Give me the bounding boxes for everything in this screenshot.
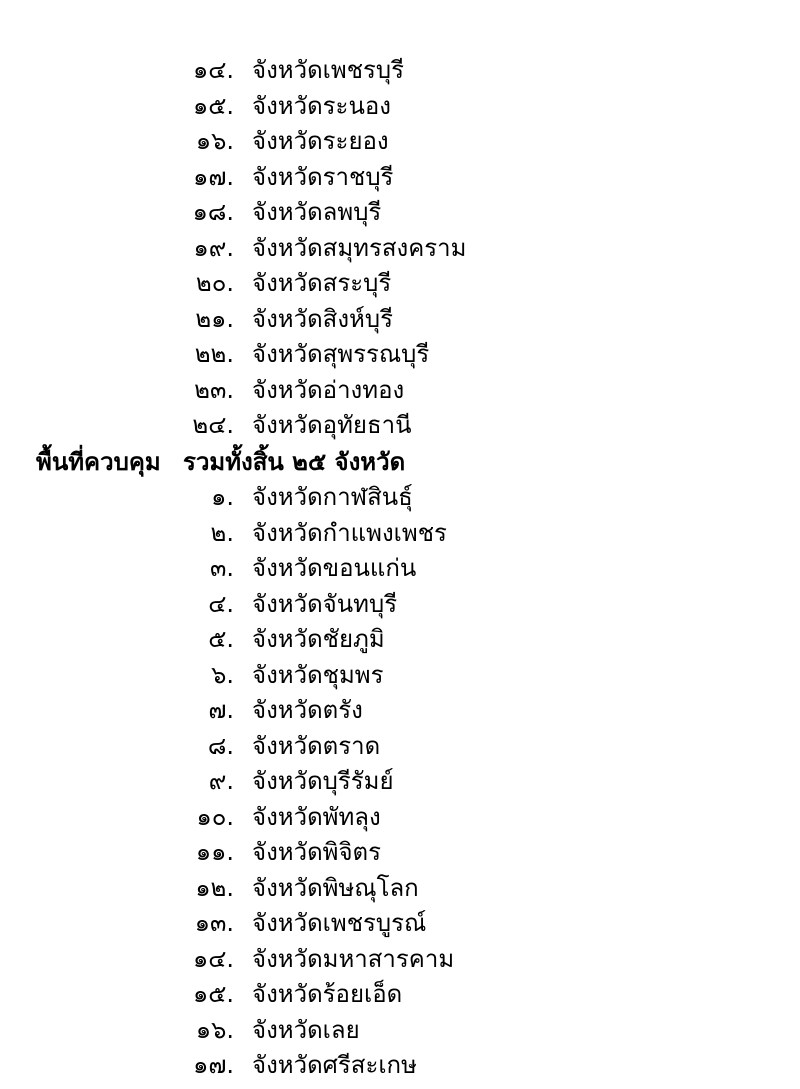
list-item bbox=[0, 800, 800, 836]
list-item bbox=[0, 764, 800, 800]
list-item-number: ๑๕. bbox=[192, 91, 234, 120]
list-item-number: ๑๘. bbox=[192, 198, 234, 226]
list-item-number: ๖. bbox=[211, 660, 234, 689]
list-item-number: ๒๓. bbox=[194, 375, 234, 404]
list-item-number: ๒๒. bbox=[194, 340, 234, 368]
list-item bbox=[0, 977, 800, 1013]
list-item-number: ๑. bbox=[211, 483, 234, 511]
list-item-number: ๑๔. bbox=[192, 944, 234, 973]
list-item bbox=[0, 658, 800, 694]
list-item-number: ๑๓. bbox=[194, 909, 234, 937]
province-name: จังหวัดสิงห์บุรี bbox=[252, 304, 393, 333]
province-name: จังหวัดระยอง bbox=[252, 127, 389, 155]
list-item bbox=[0, 587, 800, 623]
list-item bbox=[0, 53, 800, 89]
list-item bbox=[0, 337, 800, 373]
province-name: จังหวัดราชบุรี bbox=[252, 162, 394, 191]
list-item-number: ๑๕. bbox=[192, 980, 234, 1008]
province-name: จังหวัดพิจิตร bbox=[252, 838, 382, 866]
list-item-number: ๑๖. bbox=[195, 127, 234, 155]
list-item bbox=[0, 195, 800, 231]
province-name: จังหวัดบุรีรัมย์ bbox=[252, 767, 394, 795]
province-name: จังหวัดศรีสะเกษ bbox=[252, 1051, 417, 1079]
province-name: จังหวัดสระบุรี bbox=[252, 269, 392, 297]
list-item-number: ๒๔. bbox=[192, 411, 234, 439]
list-item-number: ๑๗. bbox=[193, 162, 234, 191]
list-item-number: ๔. bbox=[208, 589, 234, 618]
list-item-number: ๑๒. bbox=[195, 873, 234, 902]
list-item bbox=[0, 516, 800, 552]
province-name: จังหวัดสุพรรณบุรี bbox=[252, 340, 430, 368]
list-item-number: ๙. bbox=[208, 767, 234, 795]
province-name: จังหวัดเพชรบูรณ์ bbox=[252, 909, 427, 937]
province-name: จังหวัดพัทลุง bbox=[252, 802, 381, 831]
province-name: จังหวัดสมุทรสงคราม bbox=[252, 233, 467, 262]
list-item bbox=[0, 729, 800, 765]
province-name: จังหวัดเพชรบุรี bbox=[252, 56, 404, 84]
province-name: จังหวัดมหาสารคาม bbox=[252, 944, 455, 973]
list-item bbox=[0, 871, 800, 907]
list-item bbox=[0, 231, 800, 267]
province-name: จังหวัดร้อยเอ็ด bbox=[252, 980, 403, 1008]
list-item-number: ๕. bbox=[208, 625, 234, 653]
list-item-number: ๑๙. bbox=[193, 233, 234, 262]
list-item bbox=[0, 373, 800, 409]
section-heading-total: รวมทั้งสิ้น ๒๕ จังหวัด bbox=[183, 448, 406, 476]
list-item bbox=[0, 1048, 800, 1084]
list-item bbox=[0, 89, 800, 125]
list-item bbox=[0, 266, 800, 302]
province-name: จังหวัดตรัง bbox=[252, 696, 363, 724]
list-item bbox=[0, 942, 800, 978]
list-item-number: ๑๖. bbox=[195, 1015, 234, 1044]
list-item bbox=[0, 480, 800, 516]
list-item bbox=[0, 693, 800, 729]
province-name: จังหวัดกำแพงเพชร bbox=[252, 518, 447, 547]
section-heading-label: พื้นที่ควบคุม bbox=[36, 448, 161, 476]
list-item-number: ๘. bbox=[207, 731, 234, 760]
list-item-number: ๑๔. bbox=[192, 56, 234, 84]
list-item-number: ๒๑. bbox=[195, 304, 234, 333]
list-item-number: ๑๗. bbox=[193, 1051, 234, 1079]
province-name: จังหวัดอ่างทอง bbox=[252, 375, 405, 404]
list-item bbox=[0, 124, 800, 160]
list-item-number: ๓. bbox=[209, 554, 234, 582]
list-item bbox=[0, 160, 800, 196]
list-item bbox=[0, 622, 800, 658]
province-name: จังหวัดพิษณุโลก bbox=[252, 873, 419, 902]
section-heading bbox=[36, 445, 405, 481]
province-name: จังหวัดชุมพร bbox=[252, 660, 384, 689]
province-name: จังหวัดเลย bbox=[252, 1015, 360, 1044]
list-item-number: ๑๐. bbox=[196, 802, 234, 831]
list-item bbox=[0, 906, 800, 942]
province-list-controlled bbox=[0, 480, 800, 1084]
province-name: จังหวัดตราด bbox=[252, 731, 381, 760]
province-name: จังหวัดอุทัยธานี bbox=[252, 411, 412, 439]
list-item-number: ๒๐. bbox=[195, 269, 234, 297]
province-name: จังหวัดจันทบุรี bbox=[252, 589, 398, 618]
province-name: จังหวัดลพบุรี bbox=[252, 198, 382, 226]
province-name: จังหวัดขอนแก่น bbox=[252, 554, 417, 582]
list-item-number: ๑๑. bbox=[195, 838, 234, 866]
list-item bbox=[0, 835, 800, 871]
province-name: จังหวัดชัยภูมิ bbox=[252, 625, 385, 653]
list-item bbox=[0, 302, 800, 338]
province-list-continued bbox=[0, 53, 800, 444]
list-item bbox=[0, 408, 800, 444]
list-item bbox=[0, 1013, 800, 1049]
list-item-number: ๒. bbox=[210, 518, 234, 547]
province-name: จังหวัดกาฬสินธุ์ bbox=[252, 483, 413, 511]
list-item bbox=[0, 551, 800, 587]
province-name: จังหวัดระนอง bbox=[252, 91, 391, 120]
list-item-number: ๗. bbox=[208, 696, 234, 724]
